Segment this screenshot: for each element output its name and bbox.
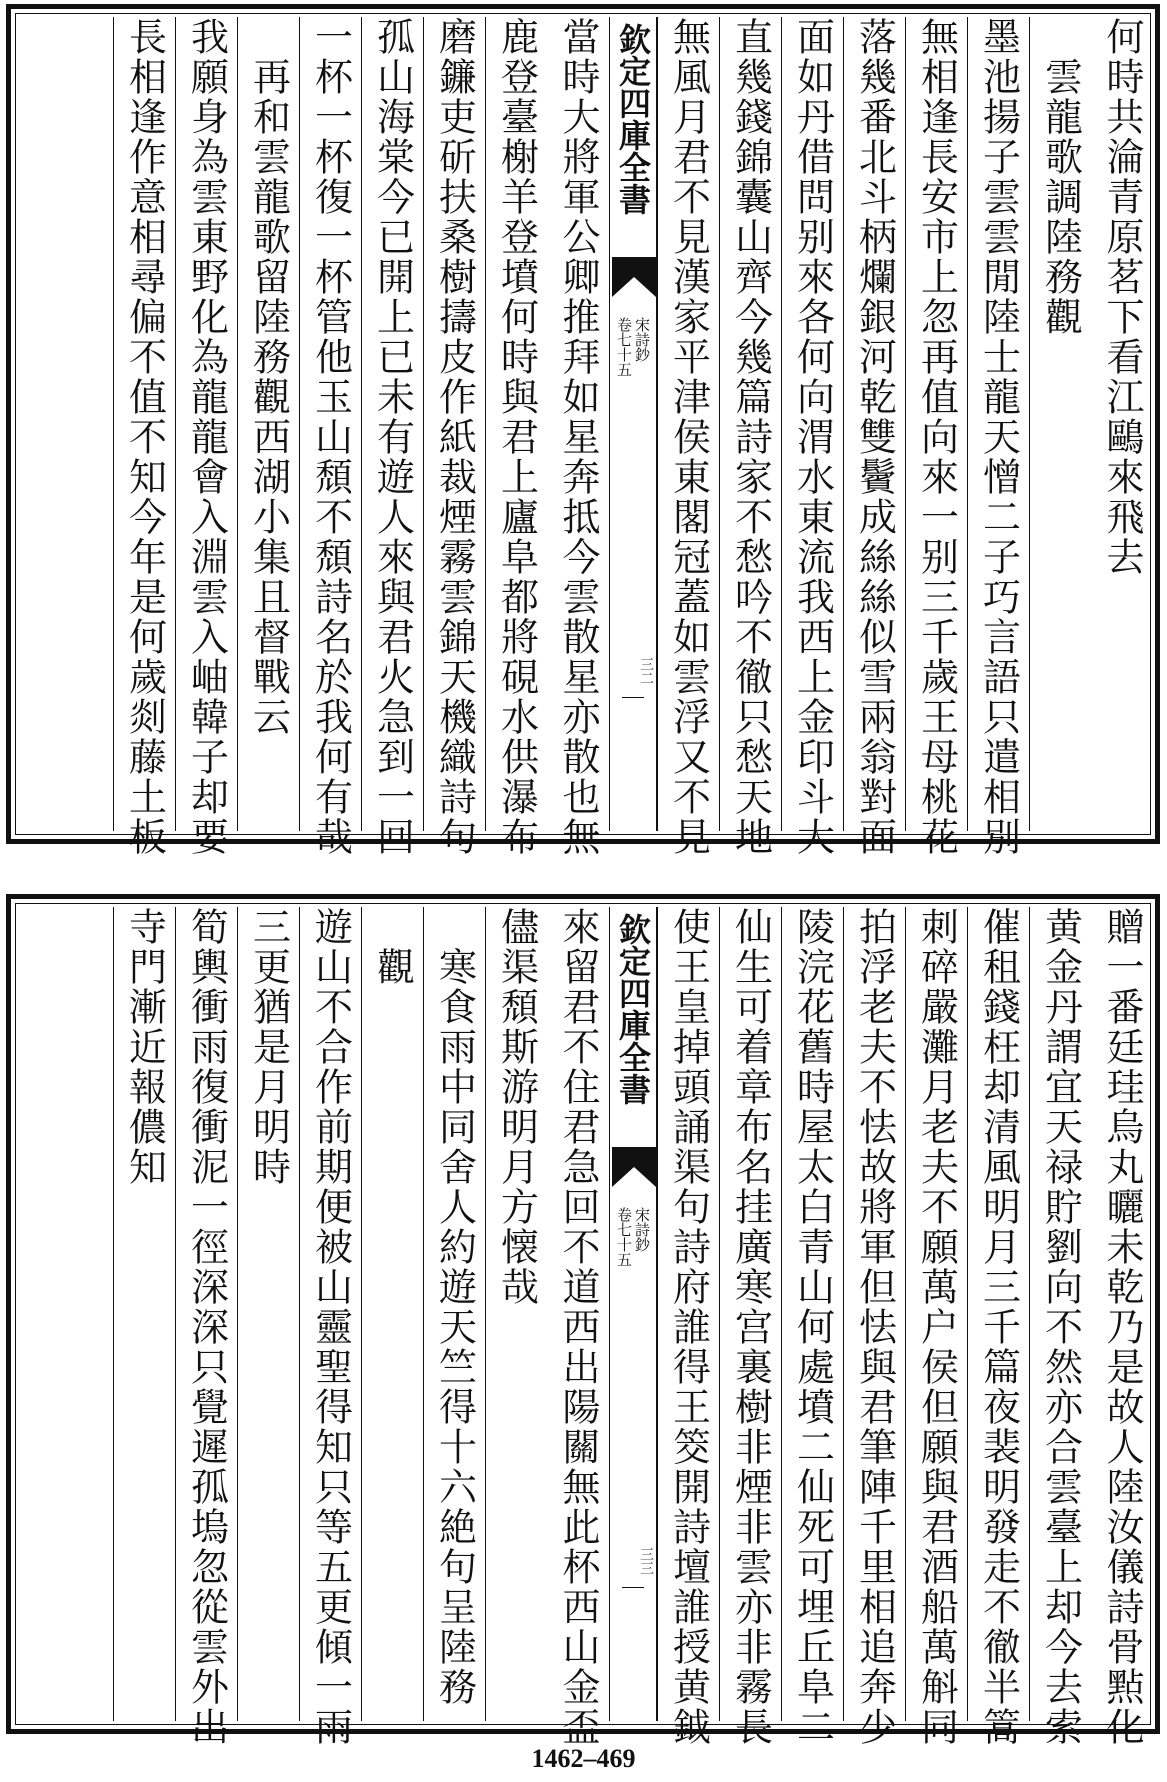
text-column: [719, 907, 781, 1747]
column-text: 使王皇掉頭誦渠句詩府誰得王筊開詩壇誰授黄鉞: [666, 907, 711, 1747]
text-column: [423, 17, 485, 857]
text-column: [1091, 17, 1153, 831]
text-column: [657, 17, 719, 857]
column-text: 再和雲龍歌留陸務觀西湖小集且督戰云: [246, 17, 291, 737]
strip-volume: 卷七十五: [615, 317, 633, 377]
text-column: [905, 17, 967, 857]
column-text: 來留君不住君急回不道西出陽關無此杯西山金盃: [556, 907, 600, 1747]
page-upper: [6, 4, 1160, 857]
fish-tail-mark-icon: [612, 1147, 656, 1187]
column-text: 仙生可着章布名挂廣寒宫裏樹非煙非雲亦非霧長: [728, 907, 773, 1747]
column-text: 拍浮老夫不怯故將軍但怯與君筆陣千里相追奔少: [852, 907, 897, 1747]
text-column: [175, 17, 237, 857]
column-text: 筍輿衝雨復衝泥一徑深深只覺遲孤塢忽從雲外出: [184, 907, 229, 1747]
text-column: [299, 17, 361, 857]
text-column: [299, 907, 361, 1747]
column-text: 面如丹借問别來各何向渭水東流我西上金印斗大: [790, 17, 835, 857]
strip-subtitle: [610, 1207, 656, 1267]
text-column: [237, 907, 299, 1721]
column-text: 催租錢枉却清風明月三千篇夜裴明發走不徹半篙: [976, 907, 1021, 1747]
text-column: [719, 17, 781, 857]
column-text: 何時共淪青原茗下看江鷗來飛去: [1100, 17, 1144, 577]
text-column: [905, 907, 967, 1747]
text-column: [361, 907, 423, 1721]
text-column: [361, 17, 423, 857]
column-text: 三更猶是月明時: [246, 907, 291, 1187]
center-fold-strip: [609, 17, 657, 831]
strip-book-name: 宋詩鈔: [633, 317, 651, 362]
column-text: 寒食雨中同舍人約遊天竺得十六絶句呈陸務: [432, 907, 477, 1707]
strip-subtitle: [610, 317, 656, 377]
text-column: [547, 17, 609, 857]
column-text: 寺門漸近報儂知: [122, 907, 167, 1187]
text-column: [547, 907, 609, 1747]
column-text: 黄金丹謂宜天禄貯劉向不然亦合雲臺上却今去索: [1038, 907, 1083, 1747]
column-text: 無相逢長安市上忽再值向來一别三千歲王母桃花: [914, 17, 959, 857]
column-text: 雲龍歌調陸務觀: [1038, 17, 1083, 337]
text-column: [113, 907, 175, 1721]
column-text: 無風月君不見漢家平津侯東閣冠蓋如雲浮又不見: [666, 17, 711, 857]
column-text: 落幾番北斗柄爛銀河乾雙鬢成絲絲似雪兩翁對面: [852, 17, 897, 857]
text-column: [843, 17, 905, 857]
text-column: [843, 907, 905, 1747]
text-column: [657, 907, 719, 1747]
strip-rule: [622, 1587, 644, 1588]
text-column: [113, 17, 175, 857]
column-text: 一杯一杯復一杯管他玉山頹不頹詩名於我何有哉: [308, 17, 353, 857]
text-column: [485, 17, 547, 857]
text-column: [1091, 907, 1153, 1747]
strip-leaf-number: 三二: [638, 657, 654, 685]
strip-book-title: 欽定四庫全書: [614, 913, 652, 1105]
text-column: [967, 17, 1029, 857]
strip-rule: [622, 697, 644, 698]
page-lower-content: [19, 907, 1147, 1747]
text-column: [1029, 17, 1091, 831]
page-lower: [6, 894, 1160, 1747]
text-column: [781, 907, 843, 1747]
strip-book-name: 宋詩鈔: [633, 1207, 651, 1252]
column-text: 當時大將軍公卿推拜如星奔抵今雲散星亦散也無: [556, 17, 600, 857]
text-column: [1029, 907, 1091, 1747]
text-column: [781, 17, 843, 857]
column-text: 直幾錢錦囊山齊今幾篇詩家不愁吟不徹只愁天地: [728, 17, 773, 857]
strip-volume: 卷七十五: [615, 1207, 633, 1267]
column-text: 贈一番廷珪烏丸曬未乾乃是故人陸汝儀詩骨㸃化: [1100, 907, 1144, 1747]
center-fold-strip: [609, 907, 657, 1721]
text-column: [485, 907, 547, 1721]
column-text: 鹿登臺榭羊登墳何時與君上廬阜都將硯水供瀑布: [494, 17, 539, 857]
column-text: 刺碎嚴灘月老夫不願萬户侯但願與君酒船萬斛同: [914, 907, 959, 1747]
strip-book-title: 欽定四庫全書: [614, 23, 652, 215]
fish-tail-mark-icon: [612, 257, 656, 297]
text-column: [175, 907, 237, 1747]
page-upper-content: [19, 17, 1147, 857]
column-text: 我願身為雲東野化為龍龍會入淵雲入岫韓子却要: [184, 17, 229, 857]
column-text: 儘渠頹斯游明月方懐哉: [494, 907, 539, 1307]
text-column: [967, 907, 1029, 1747]
strip-leaf-number: 三三: [638, 1547, 654, 1575]
text-column: [423, 907, 485, 1721]
column-text: 觀: [370, 907, 415, 987]
column-text: 孤山海棠今已開上已未有遊人來與君火急到一回: [370, 17, 415, 857]
text-column: [237, 17, 299, 831]
column-text: 遊山不合作前期便被山靈聖得知只等五更傾一雨: [308, 907, 353, 1747]
column-text: 陵浣花舊時屋太白青山何處墳二仙死可埋丘阜二: [790, 907, 835, 1747]
column-text: 長相逢作意相尋偏不值不知今年是何歲剡藤土板: [122, 17, 167, 857]
column-text: 磨鐮吏斫扶桑樹擣皮作紙裁煙霧雲錦天機織詩句: [432, 17, 477, 857]
page-number: 1462–469: [531, 1744, 636, 1773]
column-text: 墨池揚子雲雲閒陸士龍天憎二子巧言語只遣相別: [976, 17, 1021, 857]
